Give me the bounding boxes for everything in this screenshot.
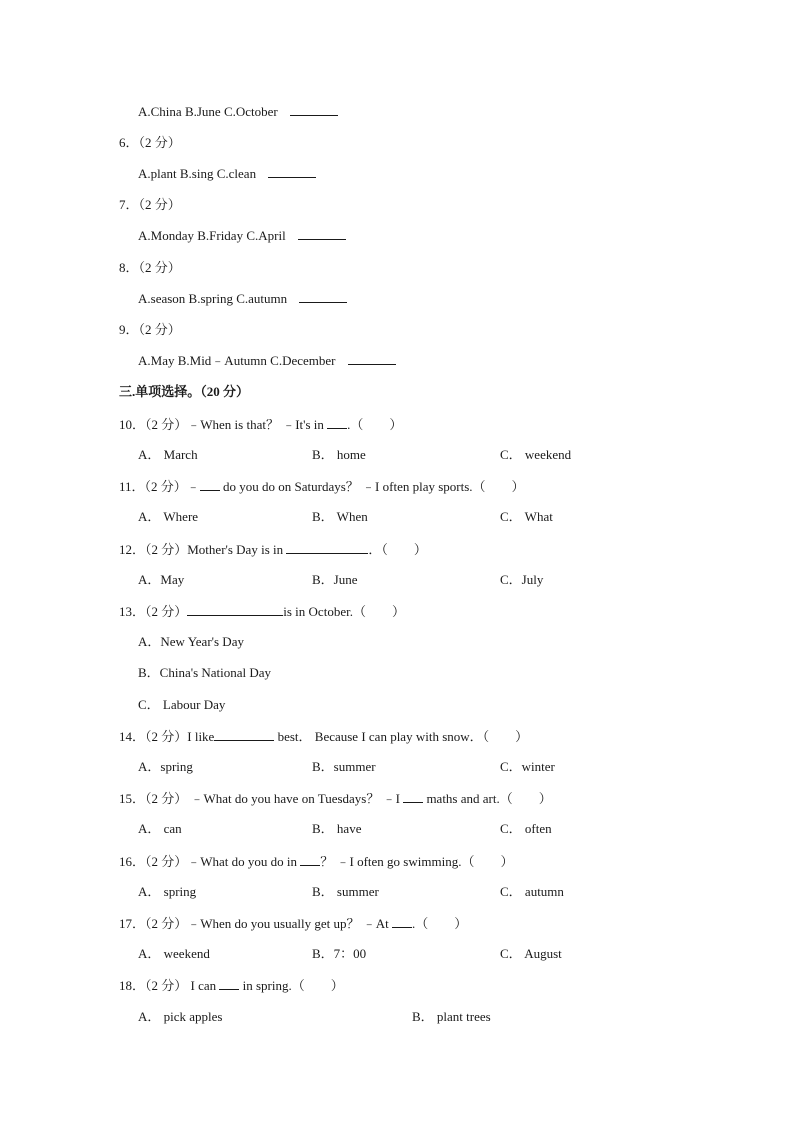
q18-blank[interactable] — [219, 976, 239, 990]
q17-option-c[interactable]: C． August — [500, 946, 562, 961]
q6-options-text: A.plant B.sing C.clean — [138, 166, 257, 181]
q12-stem-end: ．（ ） — [368, 542, 427, 557]
q14-option-a[interactable]: A．spring — [138, 759, 193, 774]
q13-blank[interactable] — [187, 602, 283, 616]
q18-stem-end: in spring.（ ） — [242, 978, 344, 993]
q18-option-b[interactable]: B． plant trees — [412, 1009, 491, 1024]
q5-options-text: A.China B.June C.October — [138, 104, 278, 119]
q12-stem-text: 12．（2 分）Mother's Day is in — [119, 542, 284, 557]
q12-option-c[interactable]: C．July — [500, 572, 544, 587]
q10-option-b[interactable]: B． home — [312, 447, 366, 462]
q12-option-a[interactable]: A．May — [138, 572, 185, 587]
q14-stem — [119, 727, 528, 746]
q11-option-c[interactable]: C． What — [500, 509, 553, 524]
q10-option-a[interactable]: A． March — [138, 447, 198, 462]
q5-answer-blank[interactable] — [290, 103, 338, 116]
q10-stem-end: .（ ） — [347, 417, 403, 432]
q14-option-c[interactable]: C．winter — [500, 759, 555, 774]
q17-stem-text: 17．（2 分）﹣When do you usually get up？ ﹣At — [119, 916, 389, 931]
q13-option-c[interactable]: C． Labour Day — [138, 697, 226, 712]
q18-stem — [119, 976, 344, 995]
q14-blank[interactable] — [214, 727, 274, 741]
q11-option-a[interactable]: A． Where — [138, 509, 199, 524]
q6-number: 6．（2 分） — [119, 135, 181, 150]
q11-stem-end: do you do on Saturdays？ ﹣I often play sports.（ ） — [223, 479, 525, 494]
q9-number: 9．（2 分） — [119, 322, 181, 337]
q11-stem-text: 11．（2 分）﹣ — [119, 479, 200, 494]
q8-options-text: A.season B.spring C.autumn — [138, 291, 288, 306]
q8-options — [138, 290, 347, 308]
q6-options — [138, 165, 316, 183]
q16-option-b[interactable]: B． summer — [312, 884, 379, 899]
q14-stem-end: best． Because I can play with snow．（ ） — [277, 729, 529, 744]
q16-blank[interactable] — [300, 852, 320, 866]
q10-option-c[interactable]: C． weekend — [500, 447, 572, 462]
q16-option-a[interactable]: A． spring — [138, 884, 197, 899]
q15-blank[interactable] — [403, 789, 423, 803]
q16-stem-text: 16．（2 分）﹣What do you do in — [119, 854, 298, 869]
q7-number: 7．（2 分） — [119, 197, 181, 212]
q10-stem — [119, 415, 402, 434]
q18-option-a[interactable]: A． pick apples — [138, 1009, 223, 1024]
q15-stem-end: maths and art.（ ） — [426, 791, 552, 806]
q17-blank[interactable] — [392, 914, 412, 928]
q12-stem — [119, 540, 427, 559]
q11-blank[interactable] — [200, 477, 220, 491]
q11-option-b[interactable]: B． When — [312, 509, 368, 524]
q7-options-text: A.Monday B.Friday C.April — [138, 228, 286, 243]
q15-stem — [119, 789, 552, 808]
q10-stem-text: 10．（2 分）﹣When is that？ ﹣It's in — [119, 417, 324, 432]
q16-option-c[interactable]: C． autumn — [500, 884, 564, 899]
section-heading: 三.单项选择。（20 分） — [119, 384, 250, 399]
q15-option-b[interactable]: B． have — [312, 821, 362, 836]
q7-answer-blank[interactable] — [298, 227, 346, 240]
q16-stem — [119, 852, 513, 871]
q15-option-c[interactable]: C． often — [500, 821, 552, 836]
q13-stem-end: is in October.（ ） — [283, 604, 405, 619]
q17-option-a[interactable]: A． weekend — [138, 946, 210, 961]
q14-option-b[interactable]: B．summer — [312, 759, 376, 774]
q12-blank[interactable] — [286, 540, 368, 554]
q8-answer-blank[interactable] — [299, 290, 347, 303]
q12-option-b[interactable]: B．June — [312, 572, 358, 587]
q9-options — [138, 352, 396, 370]
q6-answer-blank[interactable] — [268, 165, 316, 178]
q9-answer-blank[interactable] — [348, 352, 396, 365]
q17-option-b[interactable]: B．7：00 — [312, 946, 367, 961]
q15-stem-text: 15．（2 分） ﹣What do you have on Tuesdays？ ﹣I — [119, 791, 400, 806]
q13-option-b[interactable]: B．China's National Day — [138, 665, 272, 680]
q13-option-a[interactable]: A．New Year's Day — [138, 634, 244, 649]
q9-options-text: A.May B.Mid﹣Autumn C.December — [138, 353, 336, 368]
q5-options — [138, 103, 338, 121]
q18-stem-text: 18．（2 分） I can — [119, 978, 217, 993]
q7-options — [138, 227, 346, 245]
q15-option-a[interactable]: A． can — [138, 821, 182, 836]
q14-stem-text: 14．（2 分）I like — [119, 729, 215, 744]
q17-stem-end: .（ ） — [411, 916, 468, 931]
q17-stem — [119, 914, 467, 933]
q10-blank[interactable] — [327, 415, 347, 429]
q13-stem — [119, 602, 405, 621]
q8-number: 8．（2 分） — [119, 260, 181, 275]
q11-stem — [119, 477, 525, 496]
q16-stem-end: ？ ﹣I often go swimming.（ ） — [320, 854, 514, 869]
q13-stem-text: 13．（2 分） — [119, 604, 188, 619]
